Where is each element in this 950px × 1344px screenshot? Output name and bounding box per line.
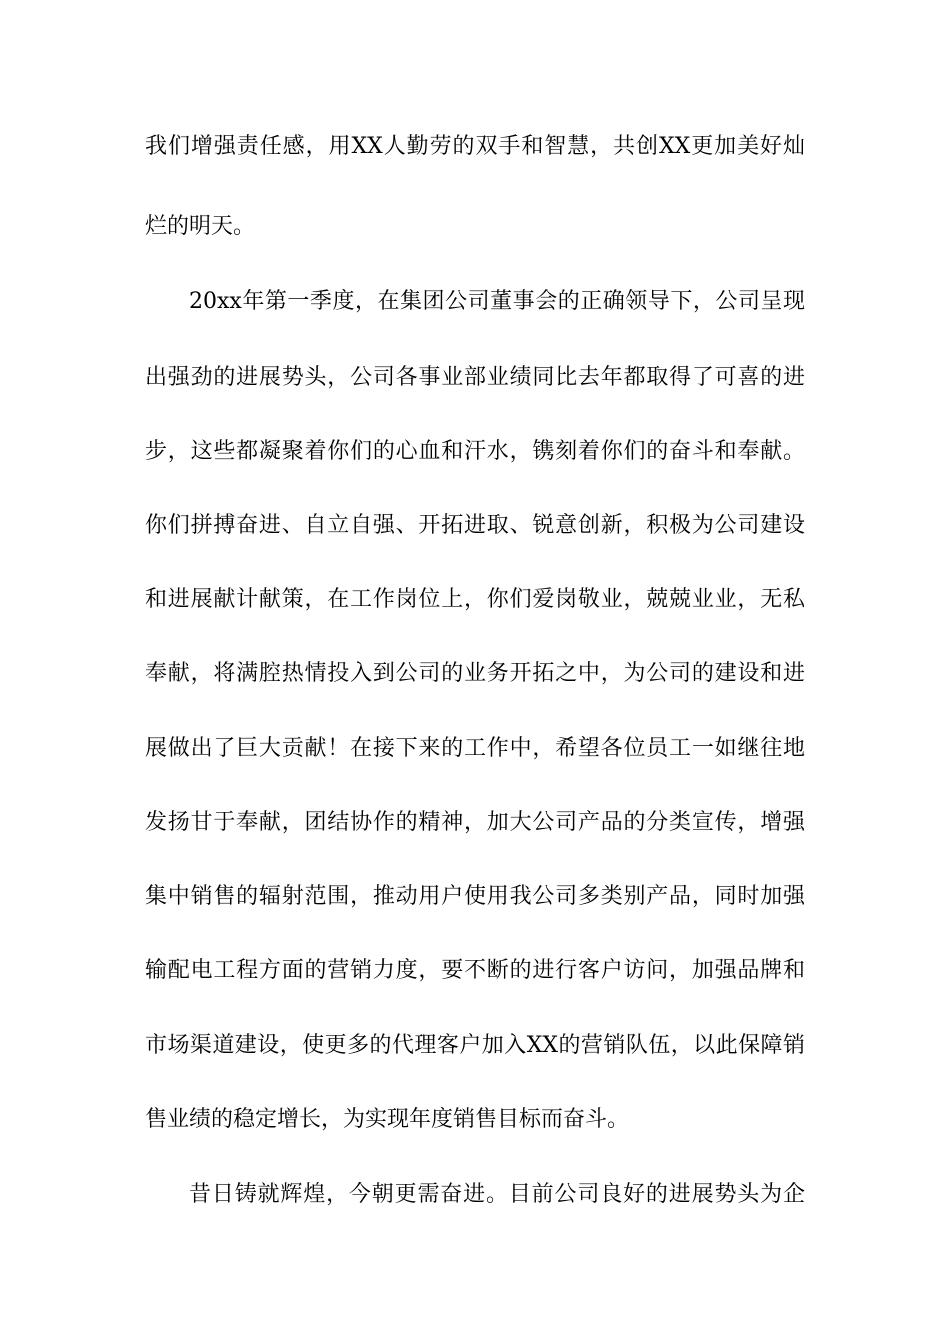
- text-line: 和进展献计献策，在工作岗位上，你们爱岗敬业，兢兢业业，无私: [145, 587, 805, 612]
- text-line: 发扬甘于奉献，团结协作的精神，加大公司产品的分类宣传，增强: [145, 810, 805, 835]
- text-line: 集中销售的辐射范围，推动用户使用我公司多类别产品，同时加强: [145, 884, 805, 909]
- text-line: 市场渠道建设，使更多的代理客户加入XX的营销队伍，以此保障销: [145, 1033, 805, 1058]
- text-line: 你们拼搏奋进、自立自强、开拓进取、锐意创新，积极为公司建设: [145, 513, 805, 538]
- text-line: 我们增强责任感，用XX人勤劳的双手和智慧，共创XX更加美好灿: [145, 134, 805, 159]
- text-line: 展做出了巨大贡献！在接下来的工作中，希望各位员工一如继往地: [145, 736, 805, 761]
- text-line: 烂的明天。: [145, 214, 256, 239]
- text-line: 售业绩的稳定增长，为实现年度销售目标而奋斗。: [145, 1107, 630, 1132]
- paragraph-start-line: 20xx年第一季度，在集团公司董事会的正确领导下，公司呈现: [189, 289, 805, 314]
- text-line: 出强劲的进展势头，公司各事业部业绩同比去年都取得了可喜的进: [145, 365, 805, 390]
- paragraph-start-line: 昔日铸就辉煌，今朝更需奋进。目前公司良好的进展势头为企: [189, 1182, 805, 1207]
- text-line: 输配电工程方面的营销力度，要不断的进行客户访问，加强品牌和: [145, 958, 805, 983]
- text-line: 步，这些都凝聚着你们的心血和汗水，镌刻着你们的奋斗和奉献。: [145, 439, 805, 464]
- text-line: 奉献，将满腔热情投入到公司的业务开拓之中，为公司的建设和进: [145, 661, 805, 686]
